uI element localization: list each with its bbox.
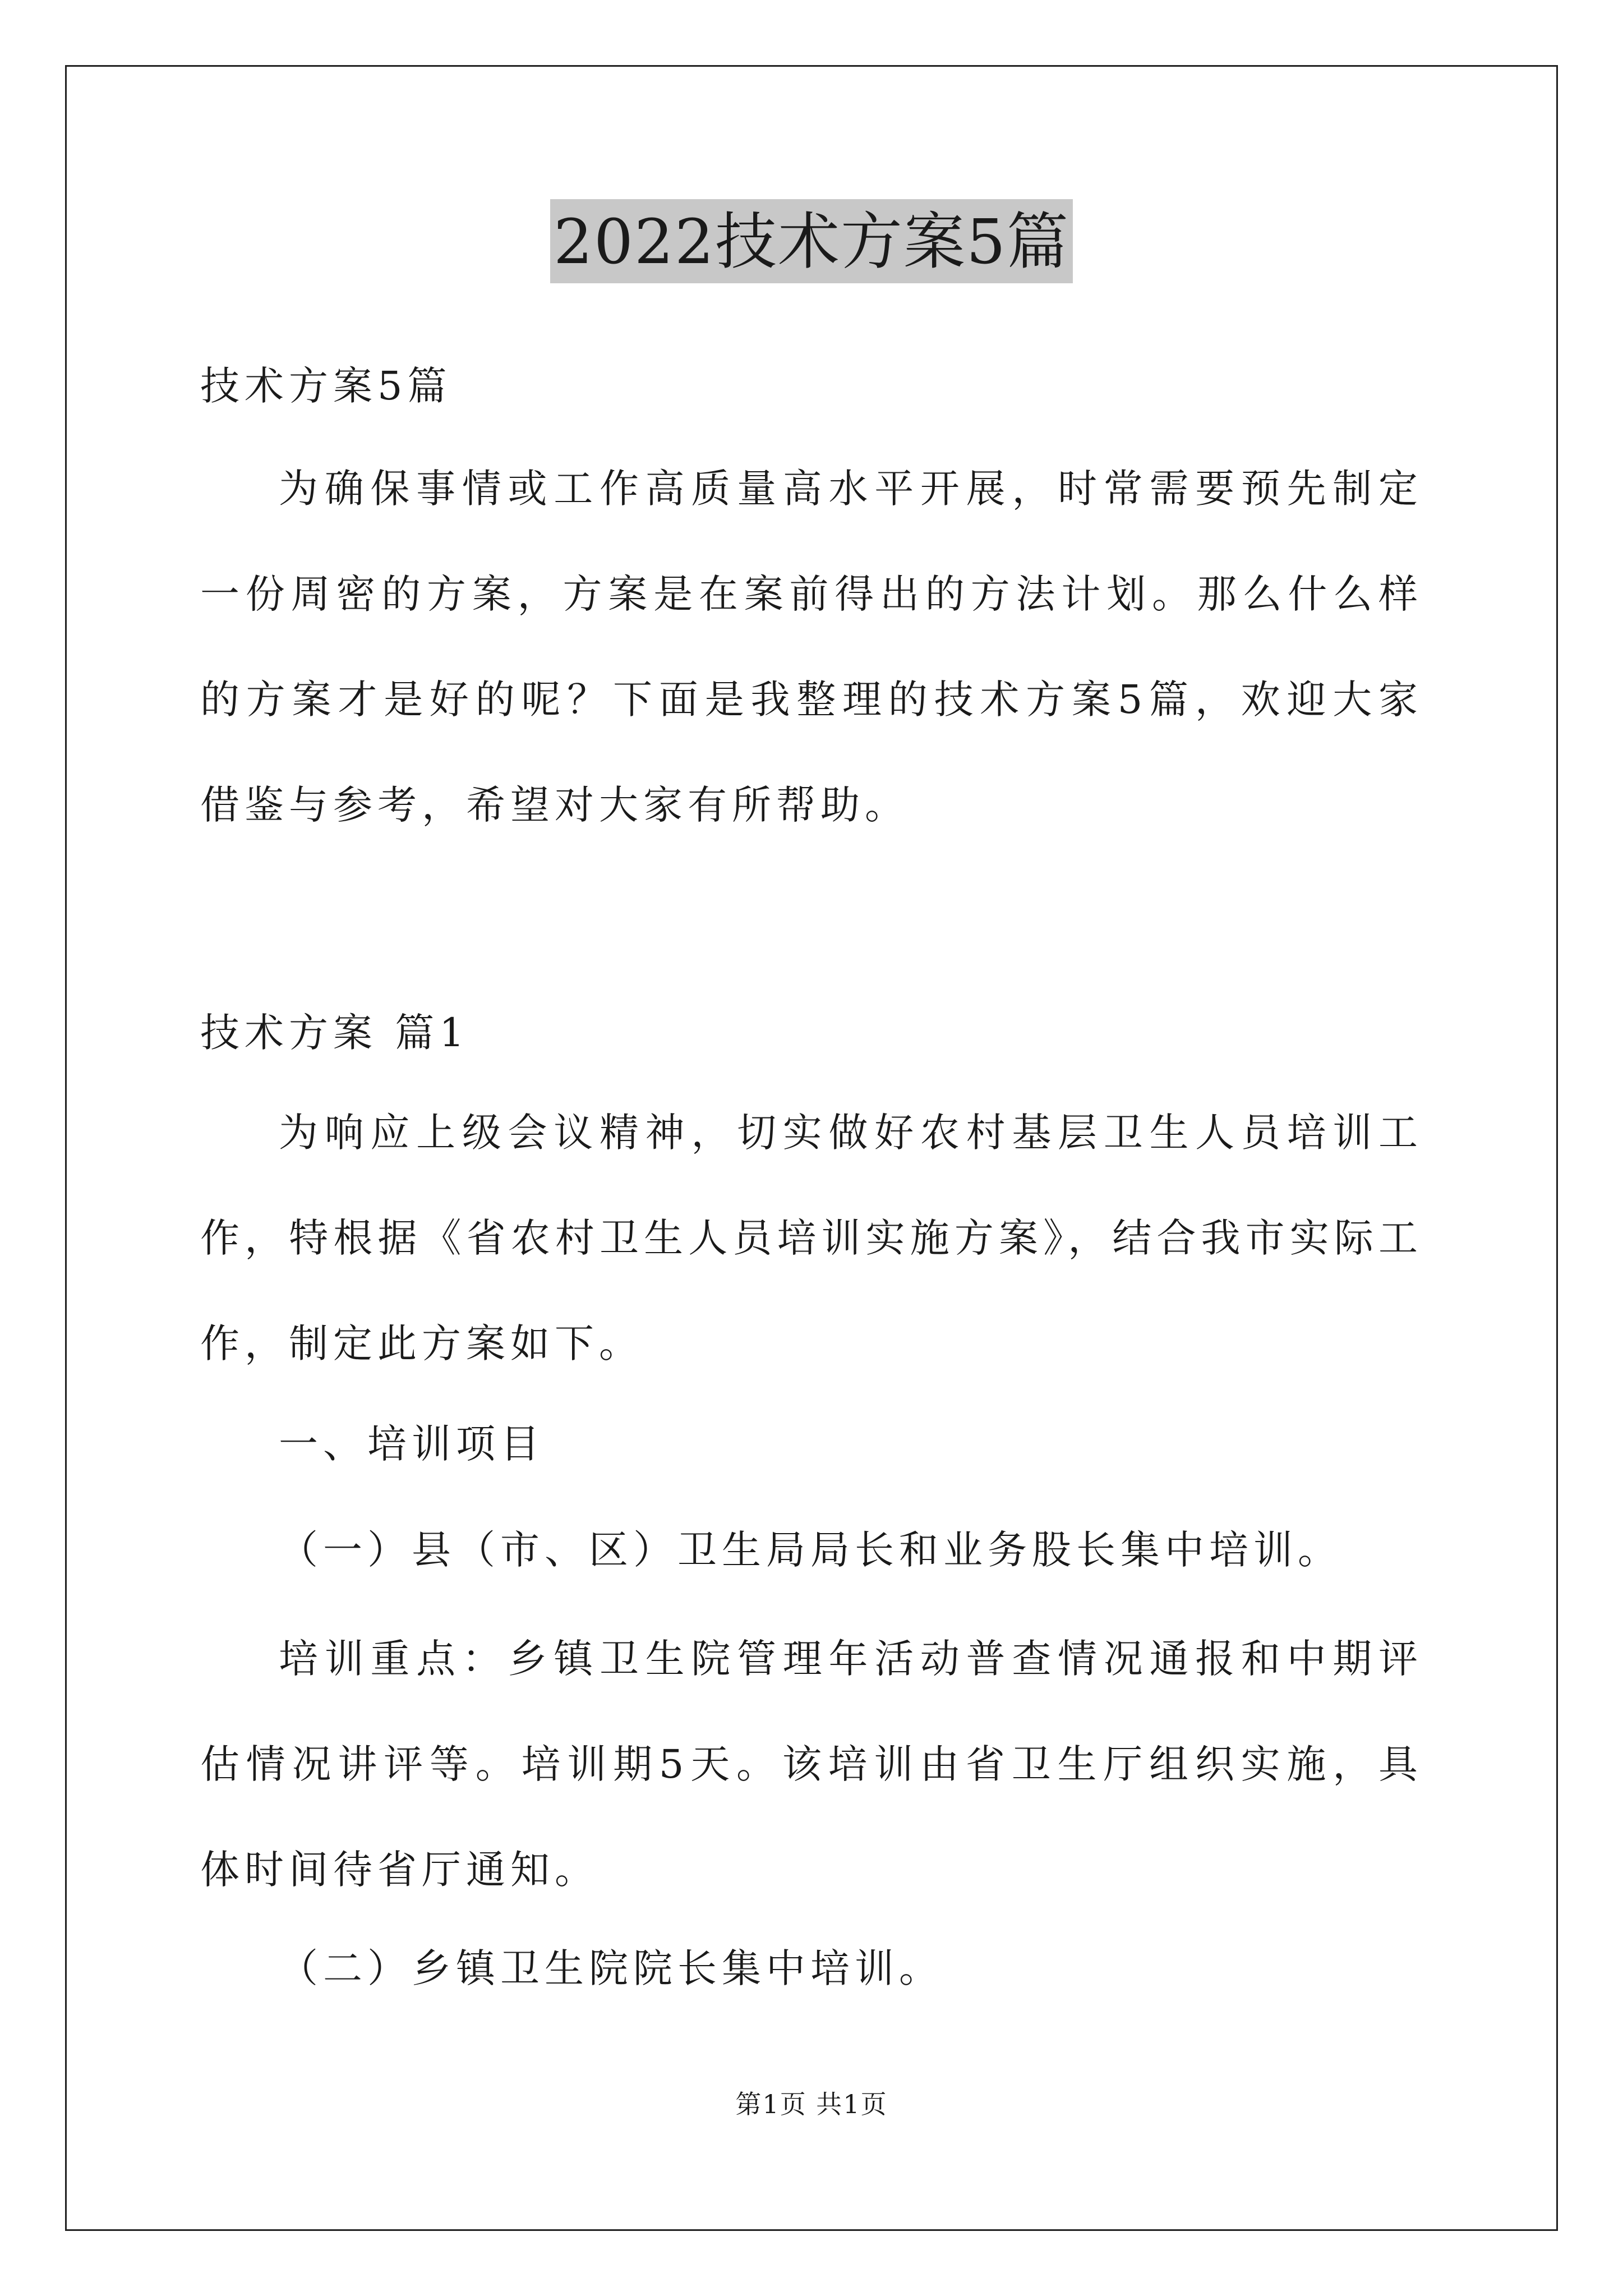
sub-item-county-training: （一）县（市、区）卫生局局长和业务股长集中培训。 [279,1527,1342,1573]
intro-paragraph: 为确保事情或工作高质量高水平开展，时常需要预先制定一份周密的方案，方案是在案前得出的方法计划。那么什么样的方案才是好的呢？下面是我整理的技术方案5篇，欢迎大家借鉴与参考，希望对大家有所帮助。 [200,466,1423,828]
item-heading-training-projects: 一、培训项目 [279,1421,545,1467]
document-subtitle: 技术方案5篇 [200,363,452,409]
sub-item-township-training: （二）乡镇卫生院院长集中培训。 [279,1945,943,1991]
document-title: 2022技术方案5篇 [550,199,1073,283]
section-heading: 技术方案 篇1 [200,1010,469,1056]
section-intro-paragraph: 为响应上级会议精神，切实做好农村基层卫生人员培训工作，特根据《省农村卫生人员培训实施方案》，结合我市实际工作，制定此方案如下。 [200,1110,1423,1366]
training-focus-paragraph: 培训重点：乡镇卫生院管理年活动普查情况通报和中期评估情况讲评等。培训期5天。该培训由省卫生厅组织实施，具体时间待省厅通知。 [200,1636,1423,1893]
page-footer: 第1页 共1页 [735,2089,888,2119]
title-container [0,199,1623,283]
